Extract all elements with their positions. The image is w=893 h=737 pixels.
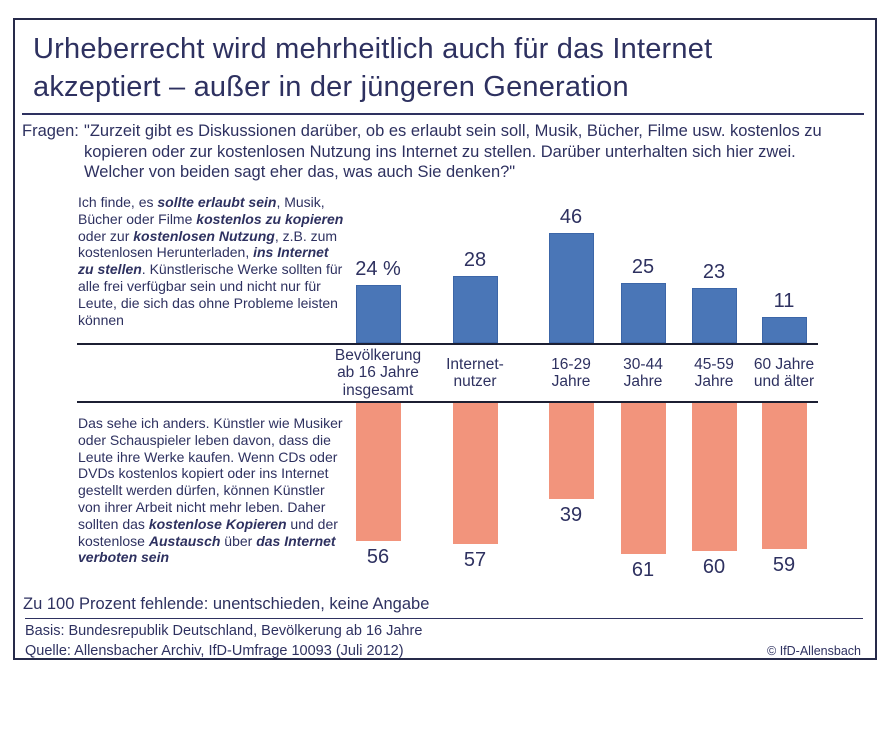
basis-note: Basis: Bundesrepublik Deutschland, Bevölkerung ab 16 Jahre (25, 623, 423, 639)
category-label-line: nutzer (453, 373, 497, 390)
copyright-note: © IfD-Allensbach (767, 644, 861, 658)
bar-pro (692, 288, 737, 343)
bar-value-label: 25 (631, 256, 655, 278)
category-label-line: und älter (753, 373, 815, 390)
category-label-line: Jahre (551, 373, 591, 390)
bar-value-label: 23 (702, 261, 726, 283)
bar-contra (762, 403, 807, 549)
statement-text: oder zur (78, 227, 134, 244)
category-label-line: 60 Jahre (753, 355, 815, 373)
bar-pro (549, 233, 594, 343)
bar-pro (762, 317, 807, 343)
category-label-line: ab 16 Jahre (337, 364, 419, 382)
statement-emphasis: ins Internet zu stellen (78, 244, 329, 278)
statement-text: Das sehe ich anders. Künstler wie Musiker oder Schauspieler leben davon, dass die Leute ihre Werke kaufen. Wenn CDs oder DVDs kostenlos kopiert oder ins Internet gestellt werden dürfen, können Künstler von ihrer Arbeit nicht mehr leben. Daher sollten das (78, 415, 343, 532)
statement-emphasis: sollte erlaubt sein (157, 194, 277, 210)
bar-value-label: 57 (463, 549, 487, 571)
bar-chart (15, 20, 875, 658)
bar-value-label: 28 (463, 249, 487, 271)
source-note: Quelle: Allensbacher Archiv, IfD-Umfrage 10093 (Juli 2012) (25, 643, 404, 659)
bar-contra (692, 403, 737, 551)
category-label-line: Jahre (623, 373, 663, 390)
footnote: Zu 100 Prozent fehlende: unentschieden, keine Angabe (23, 595, 430, 613)
category-label (727, 345, 841, 401)
statement-emphasis: kostenlosen Nutzung (133, 227, 275, 244)
footer-divider (25, 618, 863, 619)
bar-value-label: 11 (773, 290, 795, 312)
question-label: Fragen: (22, 122, 79, 140)
statement-text: , z.B. zum kostenlosen Herunterladen, (78, 227, 338, 261)
bar-value-label: 60 (702, 556, 726, 578)
category-label-line: 30-44 (623, 355, 663, 373)
bar-value-label: 39 (559, 504, 583, 526)
category-label-line: insgesamt (342, 381, 414, 399)
page-title-line2: akzeptiert – außer in der jüngeren Generation (33, 71, 629, 103)
statement-text: Ich finde, es (78, 194, 158, 210)
statement-emphasis: kostenlose Kopieren (148, 515, 287, 532)
statement-text: , Musik, Bücher oder Filme (78, 194, 325, 227)
page-title-line1: Urheberrecht wird mehrheitlich auch für das Internet (33, 33, 713, 65)
bar-value-label: 24 % (355, 258, 401, 280)
bar-contra (621, 403, 666, 554)
bar-value-label: 61 (631, 559, 655, 581)
category-label-line: 16-29 (551, 355, 591, 373)
statement-emphasis: das Internet verboten sein (78, 532, 336, 566)
category-label-line: Jahre (694, 373, 734, 390)
question-text: "Zurzeit gibt es Diskussionen darüber, ob es erlaubt sein soll, Musik, Bücher, Filme usw. kostenlos zu kopieren oder zur kostenlosen Nutzung ins Internet zu stellen. Darüber unterhalten sich hier zwei. Welcher von beiden sagt eher das, was auch Sie denken?" (84, 122, 822, 181)
statement-emphasis: kostenlos zu kopieren (196, 210, 344, 227)
category-label-line: Internet- (446, 355, 504, 373)
bar-pro (621, 283, 666, 343)
statement-text: über (220, 532, 257, 549)
bar-contra (453, 403, 498, 544)
statement-text: und der kostenlose (78, 515, 338, 549)
bar-pro (356, 285, 401, 343)
infographic-card (13, 18, 877, 660)
bar-contra (356, 403, 401, 541)
bar-value-label: 56 (366, 546, 390, 568)
bar-value-label: 59 (772, 554, 796, 576)
statement-text: . Künstlerische Werke sollten für alle frei verfügbar sein und nicht nur für Leute, die sich das ohne Probleme leisten können (78, 261, 343, 328)
category-label-line: 45-59 (694, 355, 734, 373)
bar-contra (549, 403, 594, 499)
bar-value-label: 46 (559, 206, 583, 228)
statement-emphasis: Austausch (148, 532, 221, 549)
category-label-line: Bevölkerung (334, 346, 422, 364)
bar-pro (453, 276, 498, 343)
